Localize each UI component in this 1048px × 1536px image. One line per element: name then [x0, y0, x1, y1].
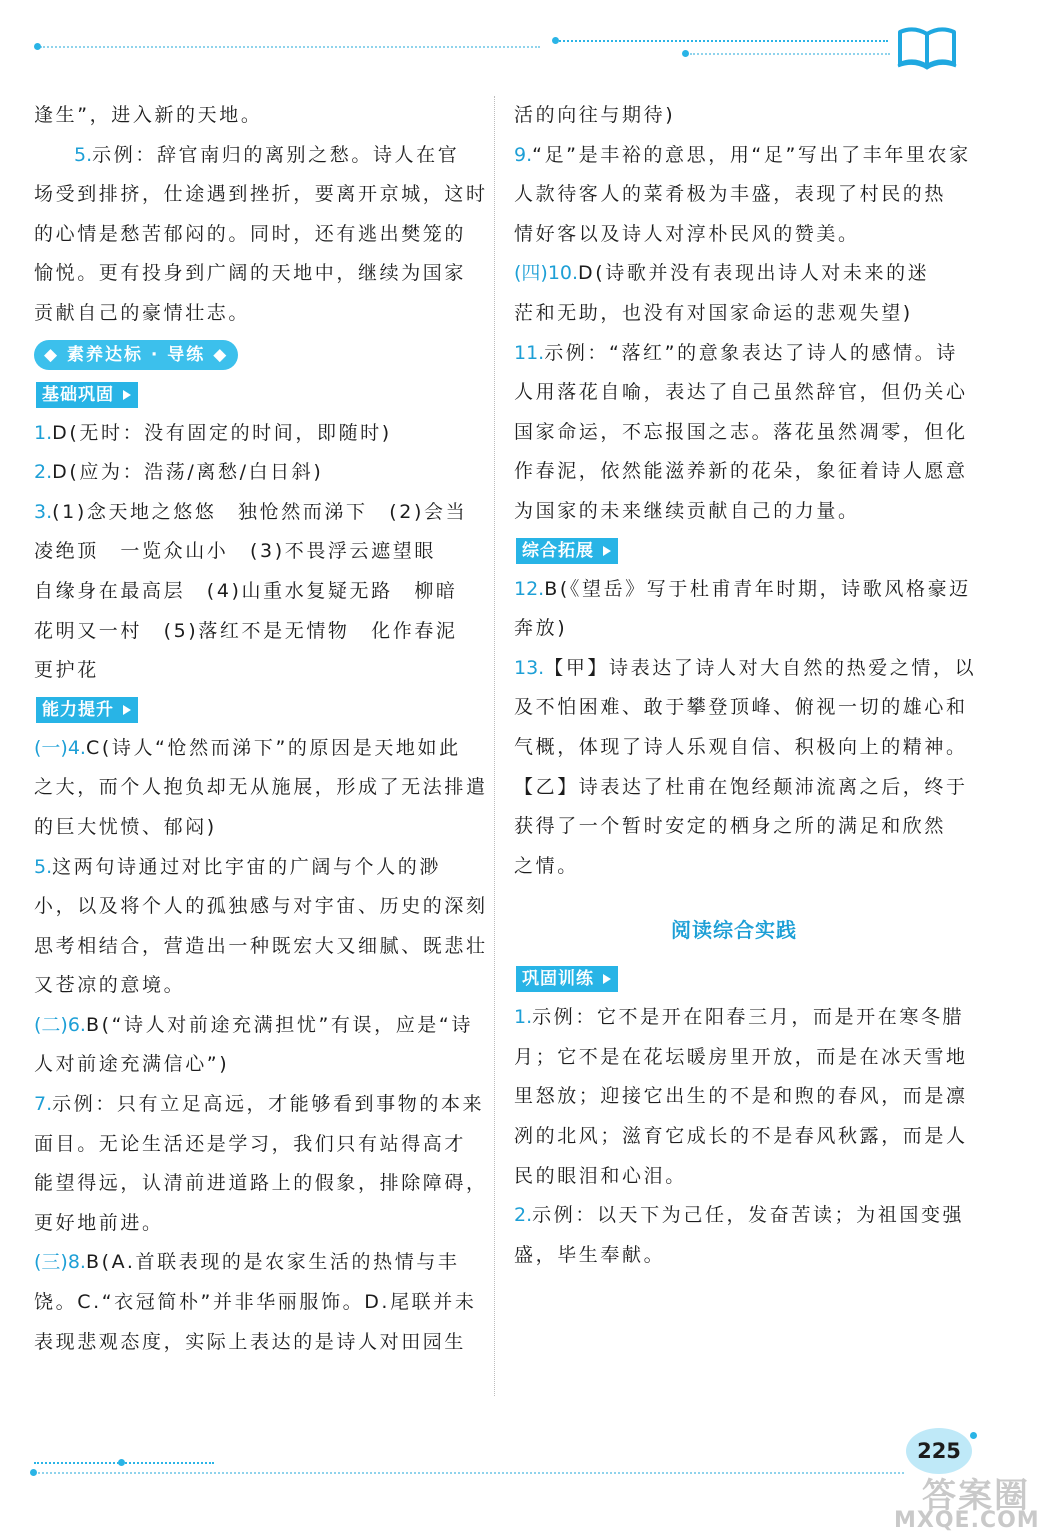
- answer-line: [34, 1283, 477, 1323]
- answer-line: [34, 729, 474, 769]
- answer-text: D(诗歌并没有表现出诗人对未来的迷: [578, 262, 930, 285]
- answer-line: [514, 136, 971, 176]
- answer-text: 国家命运，不忘报国之志。落花虽然凋零，但化: [514, 420, 968, 443]
- answer-text: 示例：“落红”的意象表达了诗人的感情。诗: [544, 341, 958, 364]
- answer-text: B(《望岳》写于杜甫青年时期，诗歌风格豪迈: [544, 577, 971, 600]
- right-column: [514, 96, 977, 1275]
- header-dotted-line-right: [556, 40, 888, 42]
- section-tag: [36, 382, 138, 408]
- answer-text: 更好地前进。: [34, 1211, 164, 1234]
- question-number: (四)10.: [514, 262, 579, 285]
- left-column: [34, 96, 488, 1362]
- open-book-icon: [896, 22, 958, 70]
- answer-text: 这两句诗通过对比宇宙的广阔与个人的渺: [52, 855, 441, 878]
- answer-text: 示例：它不是开在阳春三月，而是开在寒冬腊: [532, 1006, 965, 1029]
- answer-line: [34, 1045, 474, 1085]
- answer-text: 小，以及将个人的孤独感与对宇宙、历史的深刻: [34, 895, 488, 918]
- answer-line: [514, 413, 968, 453]
- question-number: 3.: [34, 500, 53, 523]
- answer-line: [34, 1085, 485, 1125]
- answer-text: 【乙】诗表达了杜甫在饱经颠沛流离之后，终于: [514, 775, 968, 798]
- header-dot: [552, 37, 559, 44]
- answer-text: 表现悲观态度，实际上表达的是诗人对田园生: [34, 1330, 467, 1353]
- answer-line: [34, 493, 474, 533]
- section-tag: [516, 538, 618, 564]
- answer-line: [34, 254, 474, 294]
- page-number: 225: [906, 1428, 972, 1474]
- answer-text: 茫和无助，也没有对国家命运的悲观失望): [514, 301, 913, 324]
- watermark-logo: 答案圈: [922, 1476, 1030, 1516]
- answer-text: 思考相结合，营造出一种既宏大又细腻、既悲壮: [34, 934, 488, 957]
- section-tag-label: 巩固训练: [522, 969, 594, 990]
- answer-text: 的心情是愁苦郁闷的。同时，还有逃出樊笼的: [34, 222, 467, 245]
- answer-line: [34, 887, 488, 927]
- answer-line: [34, 1323, 474, 1363]
- answer-text: 的巨大忧愤、郁闷): [34, 815, 217, 838]
- answer-text: 人用落花自喻，表达了自己虽然辞官，但仍关心: [514, 381, 968, 404]
- answer-line: [514, 215, 954, 255]
- answer-line: [514, 768, 968, 808]
- answer-text: 里怒放；迎接它出生的不是和煦的春风，而是凛: [514, 1085, 968, 1108]
- question-number: 2.: [514, 1204, 533, 1227]
- play-arrow-icon: [603, 546, 611, 556]
- play-arrow-icon: [123, 705, 131, 715]
- question-number: (一)4.: [34, 736, 86, 759]
- footer-dot: [30, 1469, 37, 1476]
- answer-text: B(A.首联表现的是农家生活的热情与丰: [85, 1251, 460, 1274]
- answer-line: [514, 294, 954, 334]
- answer-line: [34, 1204, 474, 1244]
- answer-line: [514, 175, 954, 215]
- answer-line: [514, 807, 954, 847]
- question-number: (三)8.: [34, 1251, 86, 1274]
- answer-text: 民的眼泪和心泪。: [514, 1164, 687, 1187]
- question-number: 13.: [514, 656, 545, 679]
- answer-text: 获得了一个暂时安定的栖身之所的满足和欣然: [514, 815, 947, 838]
- answer-line: [514, 1077, 968, 1117]
- answer-line: [34, 612, 474, 652]
- section-banner: ◆ 素养达标 · 导练 ◆: [34, 340, 238, 370]
- answer-text: 愉悦。更有投身到广阔的天地中，继续为国家: [34, 262, 467, 285]
- answer-line: [34, 453, 474, 493]
- answer-line: [514, 688, 968, 728]
- column-divider: [494, 96, 495, 1396]
- answer-text: 情好客以及诗人对淳朴民风的赞美。: [514, 222, 860, 245]
- answer-text: 示例：辞官南归的离别之愁。诗人在官: [92, 143, 460, 166]
- answer-text: 花明又一村 (5)落红不是无情物 化作春泥: [34, 619, 458, 642]
- answer-text: B(“诗人对前途充满担忧”有误，应是“诗: [85, 1013, 473, 1036]
- header-dotted-line: [40, 46, 540, 48]
- answer-text: 逢生”，进入新的天地。: [34, 104, 263, 126]
- question-number: 12.: [514, 577, 545, 600]
- answer-text: 示例：只有立足高远，才能够看到事物的本来: [52, 1093, 485, 1116]
- answer-text: 活的向往与期待): [514, 104, 676, 126]
- answer-line: [34, 572, 474, 612]
- answer-line: [514, 96, 954, 136]
- answer-text: 面目。无论生活还是学习，我们只有站得高才: [34, 1132, 467, 1155]
- answer-line: [34, 768, 488, 808]
- answer-text: 之大，而个人抱负却无从施展，形成了无法排遣: [34, 776, 488, 799]
- footer-dot: [970, 1432, 977, 1439]
- answer-line: [34, 175, 488, 215]
- answer-text: 气概，体现了诗人乐观自信、积极向上的精神。: [514, 735, 968, 758]
- answer-line: [34, 136, 474, 176]
- question-number: 2.: [34, 461, 53, 484]
- answer-line: [514, 847, 954, 887]
- answer-text: “足”是丰裕的意思，用“足”写出了丰年里农家: [532, 143, 971, 166]
- header-dot: [682, 50, 689, 57]
- answer-line: [34, 532, 474, 572]
- question-number: 1.: [34, 421, 53, 444]
- answer-text: 冽的北风；滋育它成长的不是春风秋露，而是人: [514, 1125, 968, 1148]
- answer-text: 自缘身在最高层 (4)山重水复疑无路 柳暗: [34, 579, 458, 602]
- answer-text: D(无时：没有固定的时间，即随时): [52, 421, 392, 444]
- answer-line: [514, 649, 977, 689]
- answer-line: [34, 848, 474, 888]
- section-title: 阅读综合实践: [671, 918, 797, 943]
- answer-line: [34, 414, 474, 454]
- answer-text: 能望得远，认清前进道路上的假象，排除障碍，: [34, 1172, 488, 1195]
- answer-text: 凌绝顶 一览众山小 (3)不畏浮云遮望眼: [34, 540, 436, 563]
- answer-text: 人对前途充满信心”): [34, 1053, 230, 1076]
- answer-text: 及不怕困难、敢于攀登顶峰、俯视一切的雄心和: [514, 696, 968, 719]
- answer-text: 场受到排挤，仕途遇到挫折，要离开京城，这时: [34, 183, 488, 206]
- footer-dot: [118, 1459, 125, 1466]
- play-arrow-icon: [123, 390, 131, 400]
- question-number: 11.: [514, 341, 545, 364]
- answer-line: [514, 1236, 954, 1276]
- answer-text: 为国家的未来继续贡献自己的力量。: [514, 499, 860, 522]
- spacer: [514, 886, 954, 900]
- answer-text: D(应为：浩荡/离愁/白日斜): [52, 461, 324, 484]
- answer-line: [514, 452, 968, 492]
- section-tag: [36, 697, 138, 723]
- section-tag-label: 综合拓展: [522, 540, 594, 561]
- answer-text: 示例：以天下为己任，发奋苦读；为祖国变强: [532, 1204, 965, 1227]
- answer-line: [34, 651, 474, 691]
- header-dot: [34, 43, 41, 50]
- answer-line: [514, 492, 954, 532]
- answer-line: [514, 1038, 968, 1078]
- answer-line: [34, 96, 474, 136]
- answer-line: [514, 334, 958, 374]
- answer-line: [514, 1157, 954, 1197]
- answer-text: 饶。C.“衣冠简朴”并非华丽服饰。D.尾联并未: [34, 1291, 477, 1314]
- answer-line: [514, 998, 965, 1038]
- question-number: 1.: [514, 1006, 533, 1029]
- answer-line: [514, 1117, 968, 1157]
- answer-line: [514, 254, 954, 294]
- answer-line: [34, 294, 474, 334]
- play-arrow-icon: [603, 974, 611, 984]
- answer-text: 又苍凉的意境。: [34, 974, 186, 997]
- answer-line: [34, 1243, 474, 1283]
- answer-line: [514, 373, 968, 413]
- question-number: 5.: [34, 855, 53, 878]
- answer-line: [34, 927, 488, 967]
- answer-text: 贡献自己的豪情壮志。: [34, 301, 251, 324]
- answer-line: [514, 609, 954, 649]
- answer-text: 月；它不是在花坛暖房里开放，而是在冰天雪地: [514, 1045, 968, 1068]
- answer-line: [34, 1006, 474, 1046]
- header-dotted-line: [690, 53, 890, 55]
- answer-line: [34, 808, 474, 848]
- answer-text: 【甲】诗表达了诗人对大自然的热爱之情，以: [544, 656, 977, 679]
- answer-line: [514, 1196, 965, 1236]
- section-tag-label: 基础巩固: [42, 384, 114, 405]
- answer-text: 奔放): [514, 617, 568, 640]
- answer-text: (1)念天地之悠悠 独怆然而涕下 (2)会当: [52, 500, 468, 523]
- answer-text: 盛，毕生奉献。: [514, 1243, 666, 1266]
- section-tag-label: 能力提升: [42, 699, 114, 720]
- question-number: 7.: [34, 1093, 53, 1116]
- answer-text: C(诗人“怆然而涕下”的原因是天地如此: [85, 736, 461, 759]
- question-number: (二)6.: [34, 1013, 86, 1036]
- section-tag: [516, 966, 618, 992]
- answer-text: 作春泥，依然能滋养新的花朵，象征着诗人愿意: [514, 460, 968, 483]
- question-number: 9.: [514, 143, 533, 166]
- answer-text: 更护花: [34, 659, 99, 682]
- answer-line: [34, 1125, 474, 1165]
- answer-line: [34, 215, 474, 255]
- answer-text: 之情。: [514, 854, 579, 877]
- answer-text: 人款待客人的菜肴极为丰盛，表现了村民的热: [514, 183, 947, 206]
- answer-line: [34, 966, 474, 1006]
- watermark-url: MXQE.COM: [894, 1508, 1040, 1533]
- question-number: 5.: [74, 143, 93, 166]
- answer-line: [514, 570, 971, 610]
- footer-dotted-line: [34, 1472, 904, 1474]
- answer-line: [34, 1164, 488, 1204]
- answer-line: [514, 728, 968, 768]
